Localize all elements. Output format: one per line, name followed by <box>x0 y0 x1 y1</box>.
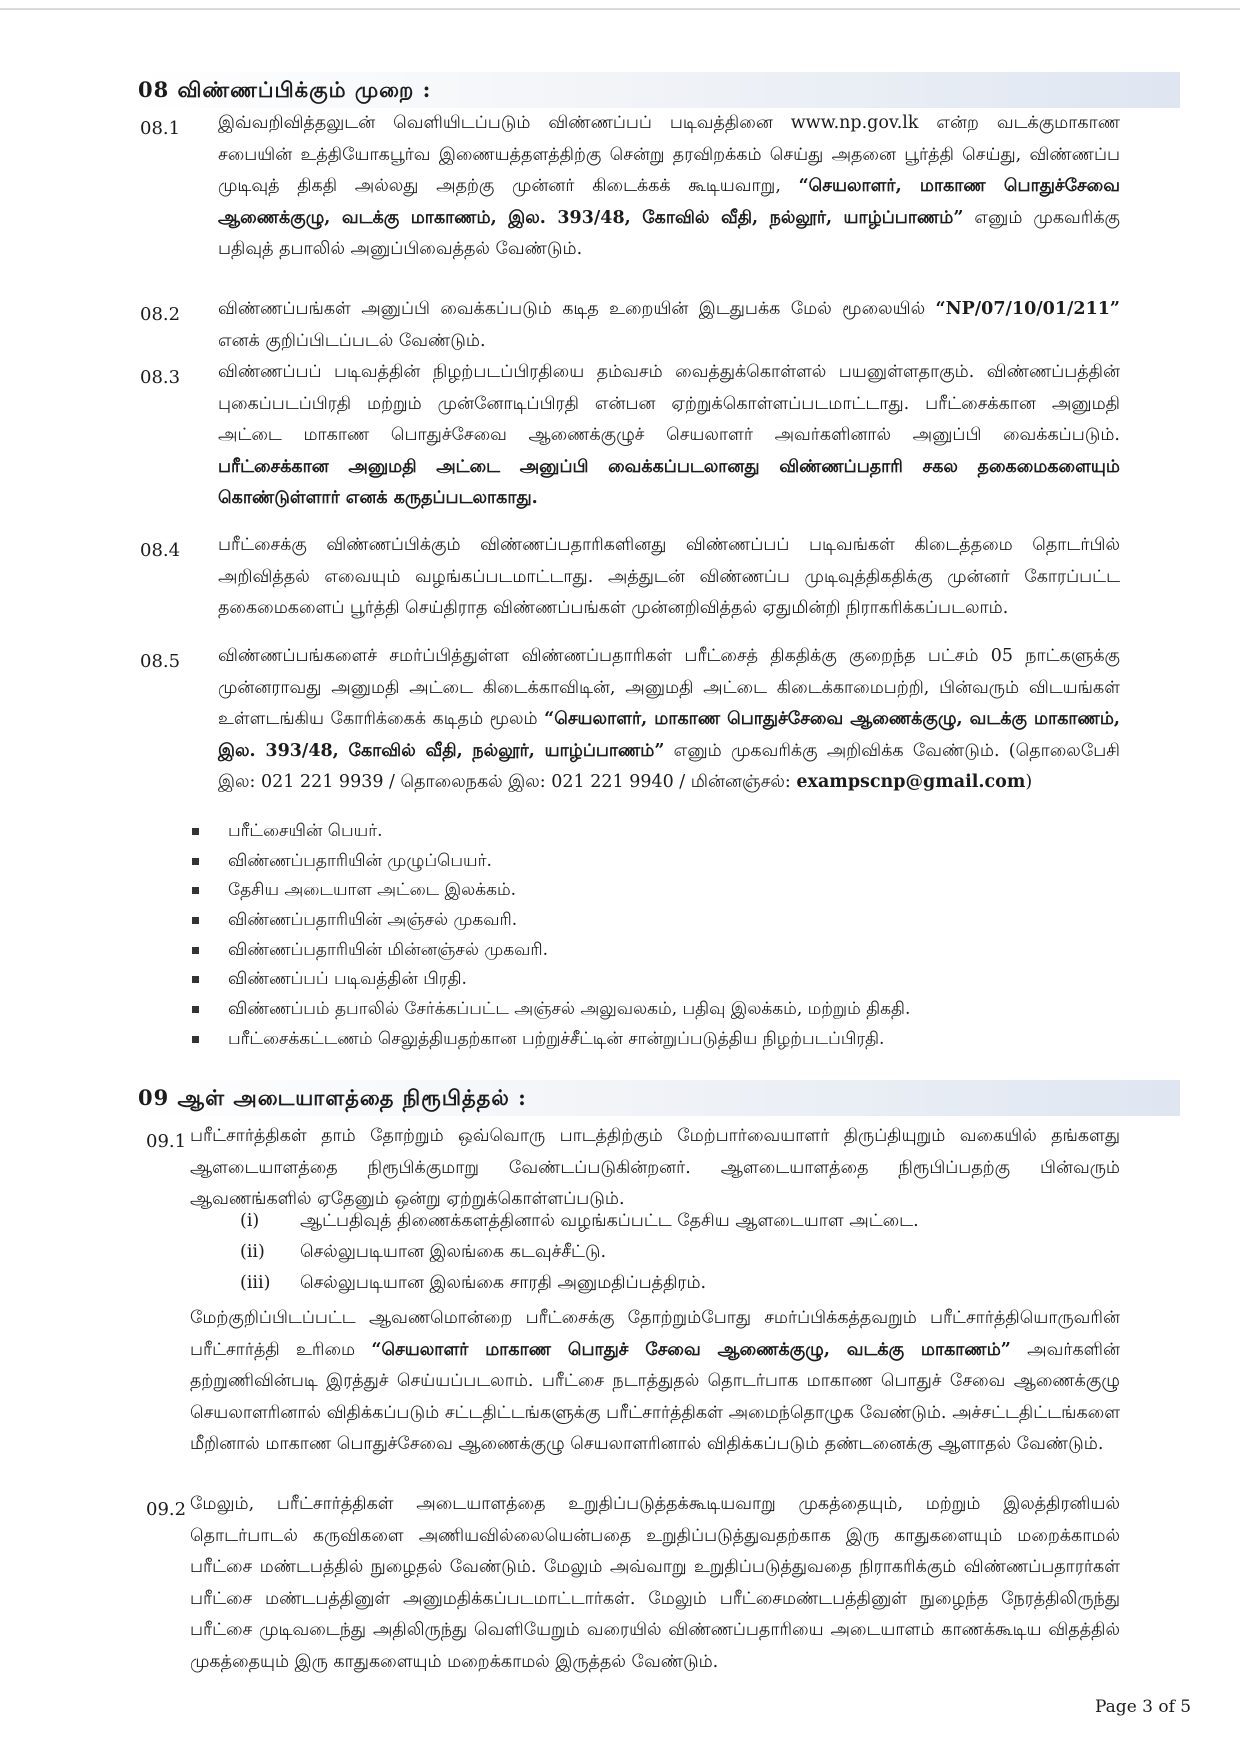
item-08-1-number: 08.1 <box>140 118 181 139</box>
item-08-4-part: பரீட்சைக்கு விண்ணப்பிக்கும் விண்ணப்பதாரிகளினது விண்ணப்பப் படிவங்கள் கிடைத்தமை தொடர்பில் அறிவித்தல் எவையும் வழங்கப்படமாட்டாது. அத்துடன் விண்ணப்ப முடிவுத்திகதிக்கு முன்னர் கோரப்பட்ட தகைமைகளைப் பூர்த்தி செய்திராத விண்ணப்பங்கள் முன்னறிவித்தல் ஏதுமின்றி நிராகரிக்கப்படலாம். <box>218 535 1120 618</box>
list-item <box>190 876 1110 906</box>
item-09-1-part: மேற்குறிப்பிடப்பட்ட ஆவணமொன்றை பரீட்சைக்கு தோற்றும்போது சமர்ப்பிக்கத்தவறும் பரீட்சார்த்தியொருவரின் பரீட்சார்த்தி உரிமை <box>190 1308 1120 1360</box>
bullet-square-icon <box>192 887 199 894</box>
bullet-square-icon <box>192 1036 199 1043</box>
item-08-4-text <box>218 530 1120 625</box>
item-09-1-number: 09.1 <box>146 1131 187 1152</box>
request-details-list <box>190 817 1110 1055</box>
item-08-1-part: எனும் முகவரிக்கு பதிவுத் தபாலில் அனுப்பிவைத்தல் வேண்டும். <box>218 207 1120 259</box>
item-08-5-email: exampscnp@gmail.com <box>796 772 1026 792</box>
list-item-text: ஆட்பதிவுத் திணைக்களத்தினால் வழங்கப்பட்ட தேசிய ஆளடையாள அட்டை. <box>300 1211 919 1231</box>
item-08-2-part: விண்ணப்பங்கள் அனுப்பி வைக்கப்படும் கடித உறையின் இடதுபக்க மேல் மூலையில் <box>218 299 936 319</box>
item-08-1-part: இவ்வறிவித்தலுடன் வெளியிடப்படும் விண்ணப்பப் படிவத்தினை www.np.gov.lk என்ற வடக்குமாகாண சபையின் உத்தியோகபூர்வ இணையத்தளத்திற்கு சென்று தரவிறக்கம் செய்து அதனை பூர்த்தி செய்து, விண்ணப்ப முடிவுத் திகதி அல்லது அதற்கு முன்னர் கிடைக்கக் கூடியவாறு, <box>218 113 1120 196</box>
list-item <box>240 1237 1040 1268</box>
bullet-square-icon <box>192 1006 199 1013</box>
item-08-3-part: விண்ணப்பப் படிவத்தின் நிழற்படப்பிரதியை தம்வசம் வைத்துக்கொள்ளல் பயனுள்ளதாகும். விண்ணப்பத்தின் புகைப்படப்பிரதி மற்றும் முன்னோடிப்பிரதி என்பன ஏற்றுக்கொள்ளப்படமாட்டாது. பரீட்சைக்கான அனுமதி அட்டை மாகாண பொதுச்சேவை ஆணைக்குழுச் செயலாளர் அவர்களினால் அனுப்பி வைக்கப்படும். <box>218 362 1120 445</box>
list-item-text: விண்ணப்பதாரியின் அஞ்சல் முகவரி. <box>228 910 518 931</box>
page-number: Page 3 of 5 <box>1095 1697 1192 1717</box>
list-item-text: விண்ணப்பப் படிவத்தின் பிரதி. <box>228 969 467 990</box>
item-08-5-address: “செயலாளர், மாகாண பொதுச்சேவை ஆணைக்குழு, வடக்கு மாகாணம், இல. 393/48, கோவில் வீதி, நல்லூர், யாழ்ப்பாணம்” <box>218 709 1120 761</box>
identity-documents-list <box>240 1206 1040 1299</box>
list-item-text: பரீட்சைக்கட்டணம் செலுத்தியதற்கான பற்றுச்சீட்டின் சான்றுப்படுத்திய நிழற்படப்பிரதி. <box>228 1028 885 1049</box>
item-08-5-text <box>218 641 1120 799</box>
item-09-1-part: அவர்களின் தற்றுணிவின்படி இரத்துச் செய்யப்படலாம். பரீட்சை நடாத்துதல் தொடர்பாக மாகாண பொதுச் சேவை ஆணைக்குழு செயலாளரினால் விதிக்கப்படும் சட்டதிட்டங்களுக்கு பரீட்சார்த்திகள் அமைந்தொழுக வேண்டும். அச்சட்டதிட்டங்களை மீறினால் மாகாண பொதுச்சேவை ஆணைக்குழு செயலாளரினால் விதிக்கப்படும் தண்டனைக்கு ஆளாதல் வேண்டும். <box>190 1339 1120 1454</box>
item-08-5-part: விண்ணப்பங்களைச் சமர்ப்பித்துள்ள விண்ணப்பதாரிகள் பரீட்சைத் திகதிக்கு குறைந்த பட்சம் 05 நாட்களுக்கு முன்னராவது அனுமதி அட்டை கிடைக்காவிடின், அனுமதி அட்டை கிடைக்காமைபற்றி, பின்வரும் விடயங்கள் உள்ளடங்கிய கோரிக்கைக் கடிதம் மூலம் <box>218 646 1120 729</box>
item-08-4-number: 08.4 <box>140 540 181 561</box>
list-item-text: விண்ணப்பதாரியின் மின்னஞ்சல் முகவரி. <box>228 939 548 960</box>
bullet-square-icon <box>192 917 199 924</box>
item-08-2-text <box>218 294 1120 357</box>
item-08-5-number: 08.5 <box>140 651 181 672</box>
item-09-1-bold: “செயலாளர் மாகாண பொதுச் சேவை ஆணைக்குழு, வடக்கு மாகாணம்” <box>371 1339 1011 1360</box>
list-item-label: (ii) <box>240 1242 265 1262</box>
list-item <box>240 1268 1040 1299</box>
item-08-2-number: 08.2 <box>140 304 181 325</box>
item-08-2-part: எனக் குறிப்பிடப்படல் வேண்டும். <box>218 330 486 351</box>
bullet-square-icon <box>192 858 199 865</box>
item-08-3-text <box>218 357 1120 515</box>
section-09-heading: 09 ஆள் அடையாளத்தை நிரூபித்தல் : <box>138 1085 527 1110</box>
list-item-text: விண்ணப்பதாரியின் முழுப்பெயர். <box>228 850 492 871</box>
item-08-3-number: 08.3 <box>140 367 181 388</box>
item-08-5-part: ) <box>1025 772 1033 792</box>
section-08-heading-bar <box>130 72 1180 108</box>
section-08-heading: 08 விண்ணப்பிக்கும் முறை : <box>138 77 432 102</box>
item-08-1-address: “செயலாளர், மாகாண பொதுச்சேவை ஆணைக்குழு, வடக்கு மாகாணம், இல. 393/48, கோவில் வீதி, நல்லூர், யாழ்ப்பாணம்” <box>218 176 1120 228</box>
list-item-label: (iii) <box>240 1273 271 1293</box>
item-08-5-part: எனும் முகவரிக்கு அறிவிக்க வேண்டும். (தொலைபேசி இல: 021 221 9939 / தொலைநகல் இல: 021 221 9940 / மின்னஞ்சல்: <box>218 740 1120 792</box>
section-09-heading-bar <box>130 1080 1180 1116</box>
list-item <box>190 847 1110 877</box>
item-09-2-text: மேலும், பரீட்சார்த்திகள் அடையாளத்தை உறுதிப்படுத்தக்கூடியவாறு முகத்தையும், மற்றும் இலத்திரனியல் தொடர்பாடல் கருவிகளை அணியவில்லையென்பதை உறுதிப்படுத்துவதற்காக இரு காதுகளையும் மறைக்காமல் பரீட்சை மண்டபத்தில் நுழைதல் வேண்டும். மேலும் அவ்வாறு உறுதிப்படுத்துவதை நிராகரிக்கும் விண்ணப்பதாரர்கள் பரீட்சை மண்டபத்தினுள் அனுமதிக்கப்படமாட்டார்கள். மேலும் பரீட்சைமண்டபத்தினுள் நுழைந்த நேரத்திலிருந்து பரீட்சை முடிவடைந்து அதிலிருந்து வெளியேறும் வரையில் விண்ணப்பதாரியை அடையாளம் காணக்கூடிய விதத்தில் முகத்தையும் இரு காதுகளையும் மறைக்காமல் இருத்தல் வேண்டும். <box>190 1494 1120 1672</box>
item-09-1-intro: பரீட்சார்த்திகள் தாம் தோற்றும் ஒவ்வொரு பாடத்திற்கும் மேற்பார்வையாளர் திருப்தியுறும் வகையில் தங்களது ஆளடையாளத்தை நிரூபிக்குமாறு வேண்டப்படுகின்றனர். ஆளடையாளத்தை நிரூபிப்பதற்கு பின்வரும் ஆவணங்களில் ஏதேனும் ஒன்று ஏற்றுக்கொள்ளப்படும். <box>190 1126 1120 1209</box>
bullet-square-icon <box>192 976 199 983</box>
list-item <box>190 817 1110 847</box>
list-item <box>190 936 1110 966</box>
item-09-1-continuation <box>190 1303 1120 1461</box>
scan-edge-line <box>0 8 1240 10</box>
list-item-text: பரீட்சையின் பெயர். <box>228 821 383 841</box>
bullet-square-icon <box>192 947 199 954</box>
list-item-label: (i) <box>240 1211 260 1231</box>
item-08-2-reference: “NP/07/10/01/211” <box>935 299 1120 319</box>
list-item-text: தேசிய அடையாள அட்டை இலக்கம். <box>228 880 517 901</box>
list-item <box>240 1206 1040 1237</box>
item-08-3-bold: பரீட்சைக்கான அனுமதி அட்டை அனுப்பி வைக்கப்படலானது விண்ணப்பதாரி சகல தகைமைகளையும் கொண்டுள்ளார் எனக் கருதப்படலாகாது. <box>218 456 1120 508</box>
list-item <box>190 1025 1110 1055</box>
list-item-text: செல்லுபடியான இலங்கை கடவுச்சீட்டு. <box>300 1242 607 1262</box>
list-item <box>190 906 1110 936</box>
item-08-1-text <box>218 108 1120 266</box>
list-item-text: செல்லுபடியான இலங்கை சாரதி அனுமதிப்பத்திரம். <box>300 1273 707 1293</box>
list-item <box>190 995 1110 1025</box>
list-item-text: விண்ணப்பம் தபாலில் சேர்க்கப்பட்ட அஞ்சல் அலுவலகம், பதிவு இலக்கம், மற்றும் திகதி. <box>228 999 911 1020</box>
item-09-2-number: 09.2 <box>146 1499 187 1520</box>
bullet-square-icon <box>192 828 199 835</box>
list-item <box>190 965 1110 995</box>
